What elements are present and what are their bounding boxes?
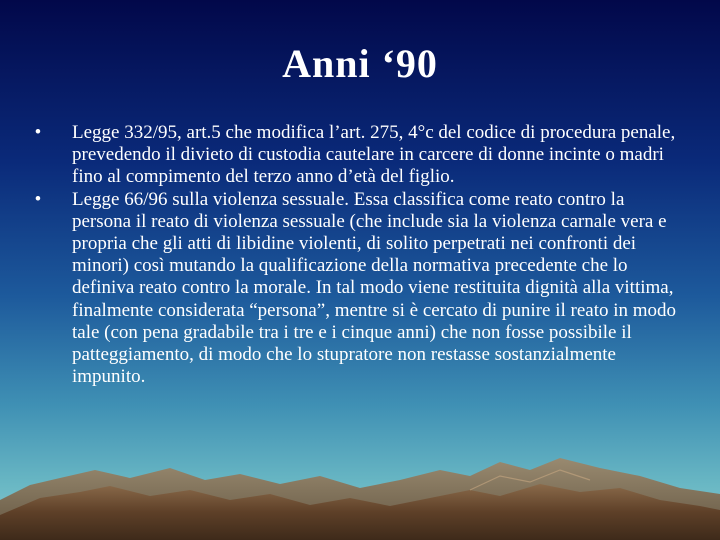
bullet-dot-icon: •: [34, 188, 42, 210]
bullet-text: [72, 122, 675, 187]
bullet-list: [28, 122, 688, 388]
bullet-item: [28, 189, 688, 389]
slide-title: Anni ‘90: [282, 41, 438, 86]
bullet-body: , art.5 che modifica l’art. 275, 4°c del codice di procedura penale, prevedendo il divieto di custodia cautelare in carcere di donne incinte o madri fino al compimento del terzo anno d’età del figlio.: [72, 122, 676, 188]
bullet-text: [72, 189, 676, 388]
bullet-body: sulla violenza sessuale. Essa classifica come reato contro la persona il reato di violenza sessuale (che include sia la violenza carnale vera e propria che gli atti di libidine violenti, di solito perpetrati nei confronti dei minori) così mutando la qualificazione della normativa precedente che lo definiva reato contro la morale. In tal modo viene restituita dignità alla vittima, finalmente considerata “persona”, mentre si è cercato di punire il reato in modo tale (con pena gradabile tra i tre e i cinque anni) che non fosse possibile il patteggiamento, di modo che lo stupratore non restasse sostanzialmente impunito.: [72, 188, 677, 388]
bullet-item: [28, 122, 688, 189]
bullet-dot-icon: •: [34, 122, 42, 143]
bullet-lead-law: Legge 66/96: [72, 188, 168, 210]
bullet-lead-law: Legge 332/95: [72, 122, 178, 143]
